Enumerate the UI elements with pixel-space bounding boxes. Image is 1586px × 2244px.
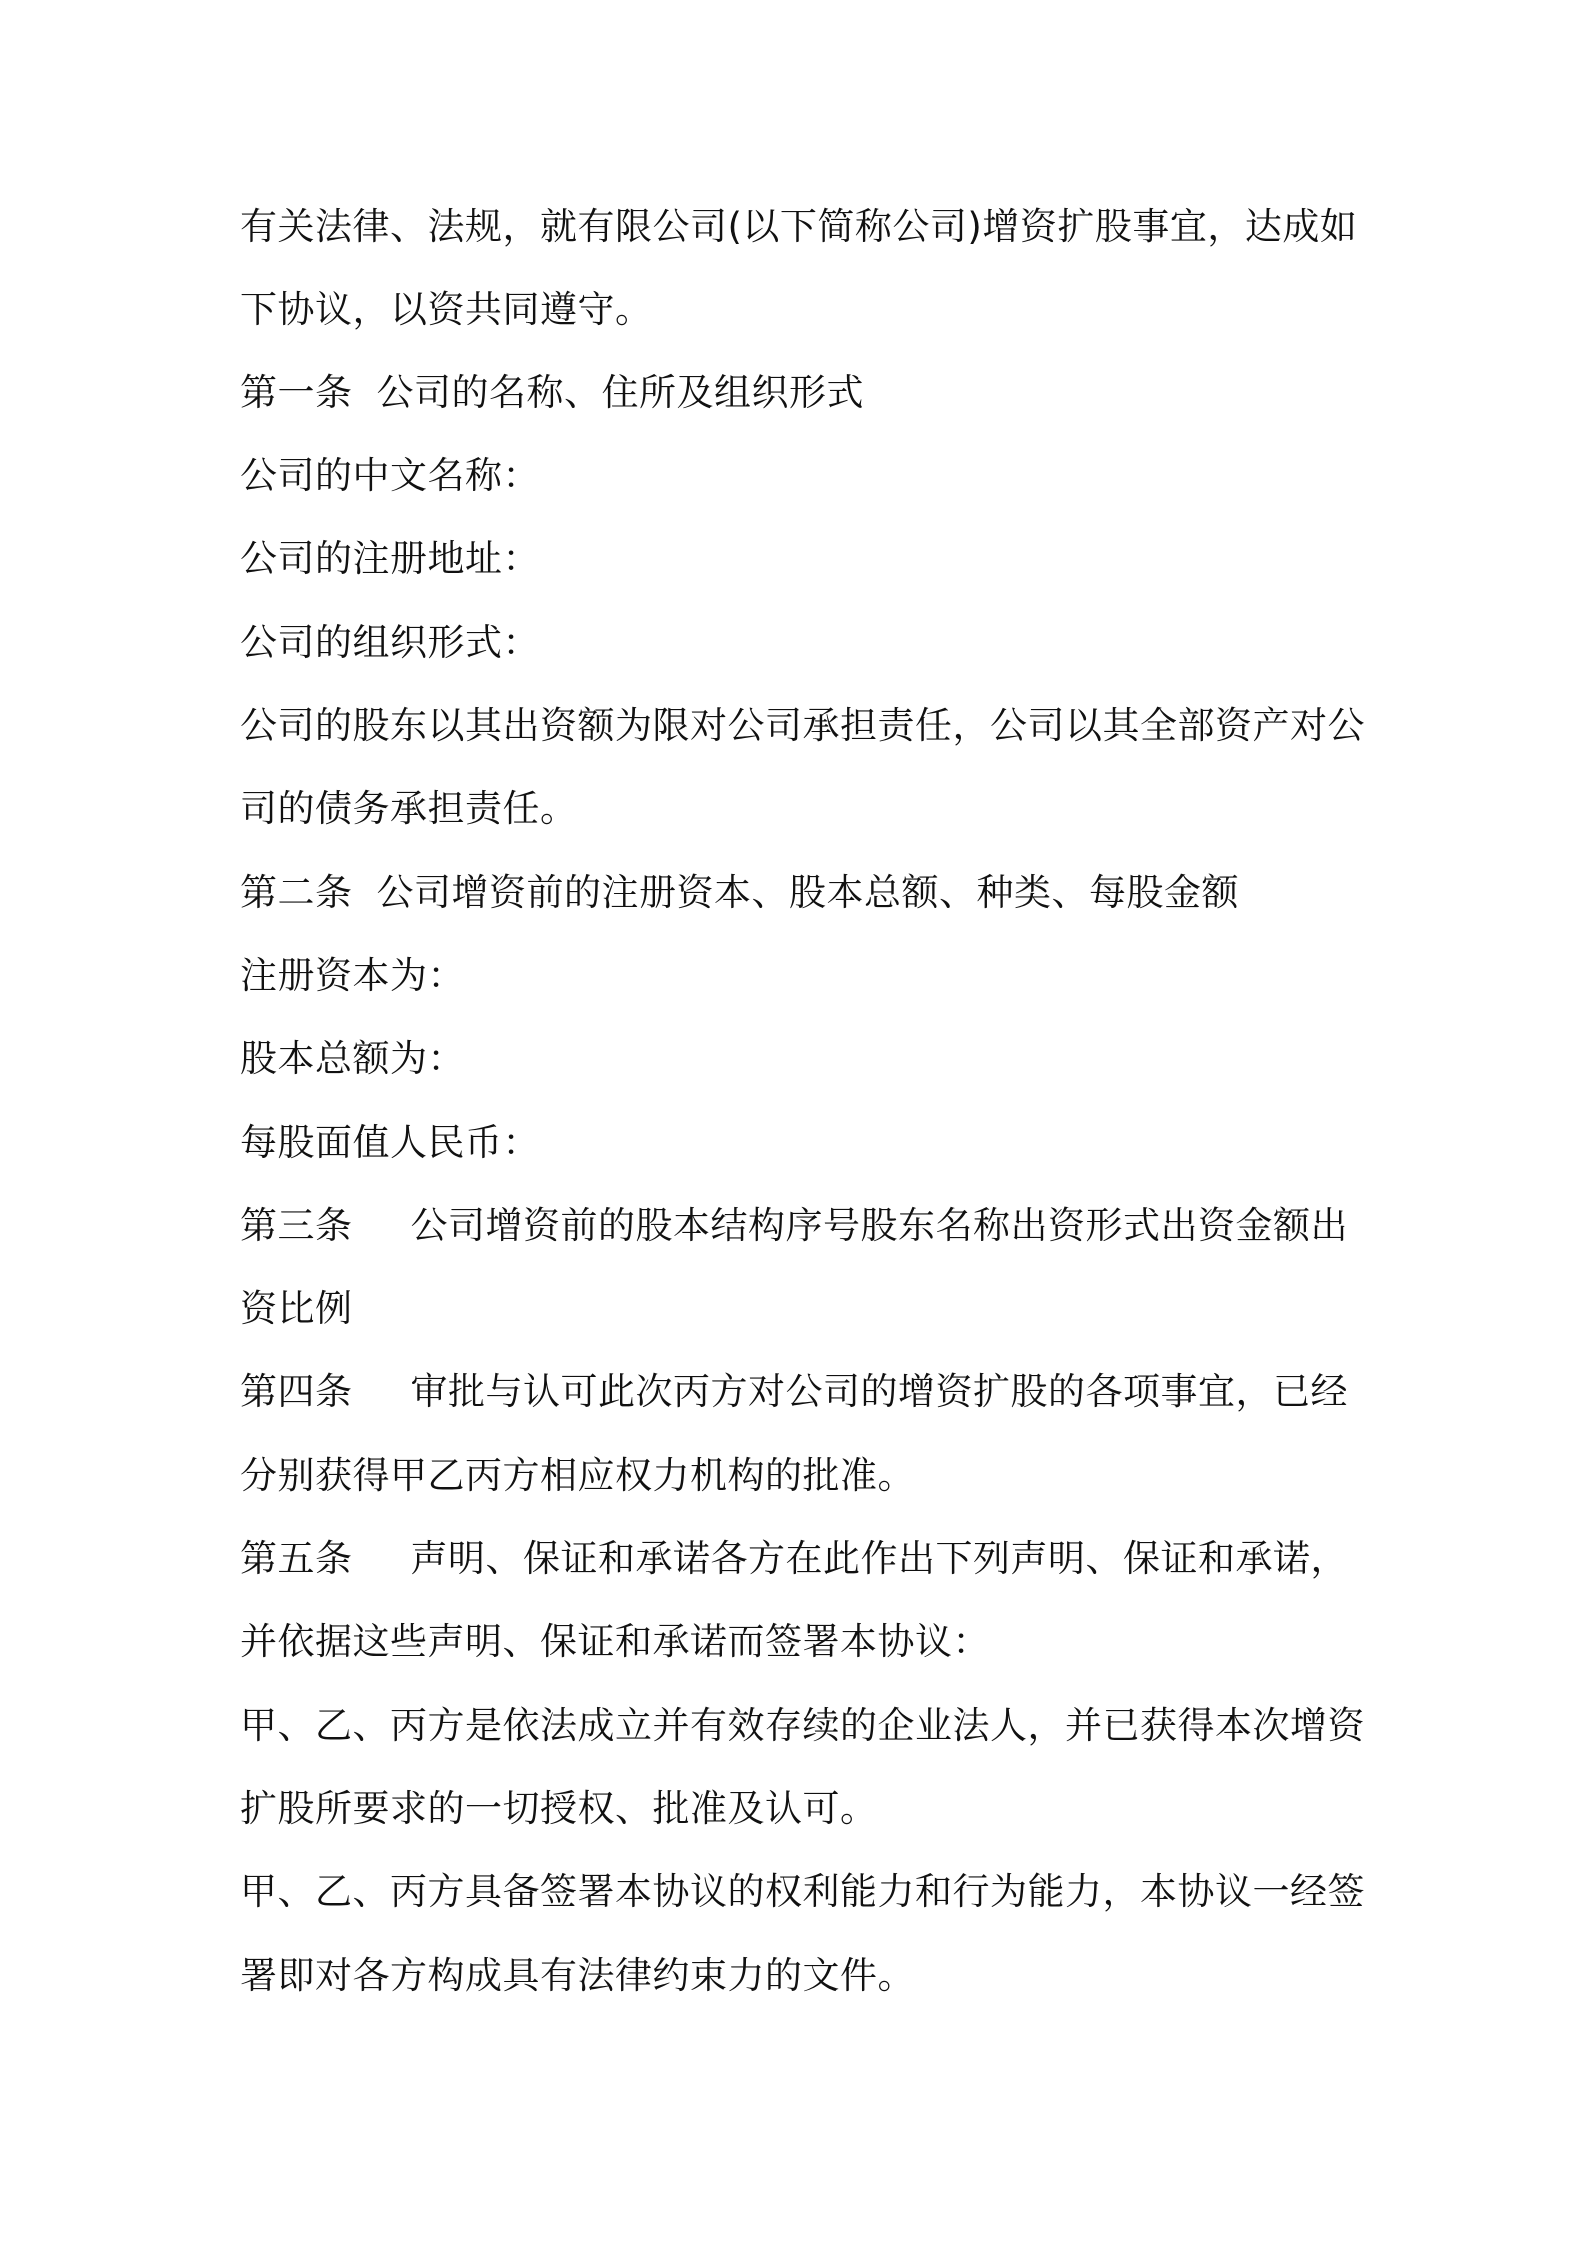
paragraph-line: 扩股所要求的一切授权、批准及认可。 xyxy=(240,1787,878,1830)
paragraph-line: 有关法律、法规，就有限公司(以下简称公司)增资扩股事宜，达成如 xyxy=(240,205,1358,248)
article-heading xyxy=(240,1537,1360,1581)
paragraph-line: 每股面值人民币： xyxy=(240,1121,540,1164)
article-title: 公司增资前的股本结构序号股东名称出资形式出资金额出 xyxy=(410,1204,1348,1247)
article-heading xyxy=(240,1204,1360,1248)
article-number: 第二条 xyxy=(240,871,353,914)
paragraph-line: 司的债务承担责任。 xyxy=(240,787,578,830)
article-title: 公司增资前的注册资本、股本总额、种类、每股金额 xyxy=(376,871,1239,914)
paragraph-line: 下协议，以资共同遵守。 xyxy=(240,288,653,331)
paragraph-line: 分别获得甲乙丙方相应权力机构的批准。 xyxy=(240,1454,915,1497)
paragraph-line: 并依据这些声明、保证和承诺而签署本协议： xyxy=(240,1620,990,1663)
paragraph-line: 甲、乙、丙方是依法成立并有效存续的企业法人，并已获得本次增资 xyxy=(240,1704,1365,1747)
article-title: 公司的名称、住所及组织形式 xyxy=(376,371,864,414)
article-title: 审批与认可此次丙方对公司的增资扩股的各项事宜，已经 xyxy=(410,1370,1348,1413)
article-heading xyxy=(240,871,1360,915)
article-number: 第一条 xyxy=(240,371,353,414)
paragraph-line: 甲、乙、丙方具备签署本协议的权利能力和行为能力，本协议一经签 xyxy=(240,1870,1365,1913)
paragraph-line: 资比例 xyxy=(240,1287,353,1330)
paragraph-line: 股本总额为： xyxy=(240,1037,465,1080)
paragraph-line: 公司的组织形式： xyxy=(240,621,540,664)
article-heading xyxy=(240,1370,1360,1414)
paragraph-line: 公司的中文名称： xyxy=(240,454,540,497)
article-number: 第三条 xyxy=(240,1204,353,1247)
article-number: 第五条 xyxy=(240,1537,353,1580)
article-heading xyxy=(240,371,1360,415)
article-number: 第四条 xyxy=(240,1370,353,1413)
article-title: 声明、保证和承诺各方在此作出下列声明、保证和承诺， xyxy=(410,1537,1348,1580)
paragraph-line: 注册资本为： xyxy=(240,954,465,997)
paragraph-line: 公司的注册地址： xyxy=(240,537,540,580)
paragraph-line: 署即对各方构成具有法律约束力的文件。 xyxy=(240,1954,915,1997)
paragraph-line: 公司的股东以其出资额为限对公司承担责任，公司以其全部资产对公 xyxy=(240,704,1365,747)
